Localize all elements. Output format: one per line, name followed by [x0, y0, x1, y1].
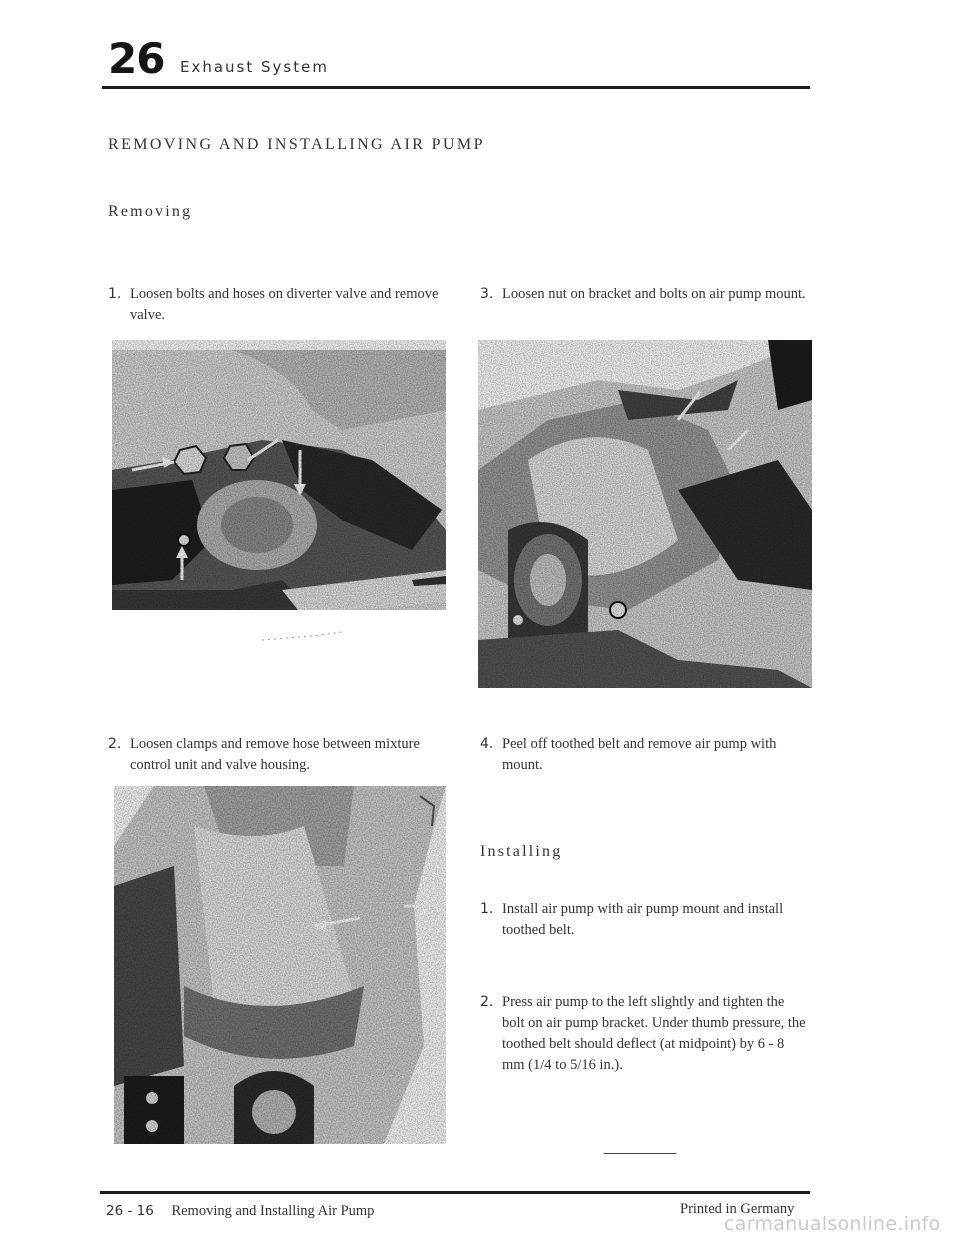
end-rule — [604, 1153, 676, 1154]
step-text: Loosen bolts and hoses on diverter valve and remove valve. — [130, 286, 439, 323]
step-number: 1. — [108, 286, 122, 302]
step-text: Loosen clamps and remove hose between mixture control unit and valve housing. — [130, 736, 420, 773]
step-text: Press air pump to the left slightly and tighten the bolt on air pump bracket. Under thumb pressure, the toothed belt should deflect (at midpoint) by 6 - 8 mm (1/4 to 5/16 in.). — [502, 994, 806, 1073]
footer-page-info — [106, 1203, 374, 1220]
footer-rule — [100, 1191, 810, 1194]
step-number: 1. — [480, 901, 494, 917]
page-number: 26 - 16 — [106, 1203, 154, 1219]
air-pump-bracket-photo — [478, 340, 812, 688]
step-number: 2. — [480, 994, 494, 1010]
section-title: REMOVING AND INSTALLING AIR PUMP — [108, 136, 485, 153]
removing-heading: Removing — [108, 203, 193, 220]
valve-housing-hose-photo — [114, 786, 446, 1144]
removing-step-3 — [480, 284, 810, 305]
watermark: carmanualsonline.info — [724, 1213, 941, 1235]
header-rule — [102, 86, 810, 89]
printed-in-germany: Printed in Germany — [680, 1201, 795, 1217]
removing-step-2 — [108, 734, 448, 776]
diverter-valve-photo — [112, 340, 446, 666]
step-text: Loosen nut on bracket and bolts on air pump mount. — [502, 286, 806, 302]
step-text: Peel off toothed belt and remove air pump with mount. — [502, 736, 777, 773]
installing-step-2 — [480, 992, 810, 1076]
removing-step-4 — [480, 734, 810, 776]
step-text: Install air pump with air pump mount and install toothed belt. — [502, 901, 784, 938]
step-number: 3. — [480, 286, 494, 302]
installing-heading: Installing — [480, 843, 563, 860]
chapter-number: 26 — [108, 34, 165, 83]
step-number: 4. — [480, 736, 494, 752]
footer-page-title: Removing and Installing Air Pump — [171, 1203, 375, 1219]
step-number: 2. — [108, 736, 122, 752]
installing-step-1 — [480, 899, 810, 941]
chapter-title: Exhaust System — [180, 58, 329, 76]
removing-step-1 — [108, 284, 448, 326]
